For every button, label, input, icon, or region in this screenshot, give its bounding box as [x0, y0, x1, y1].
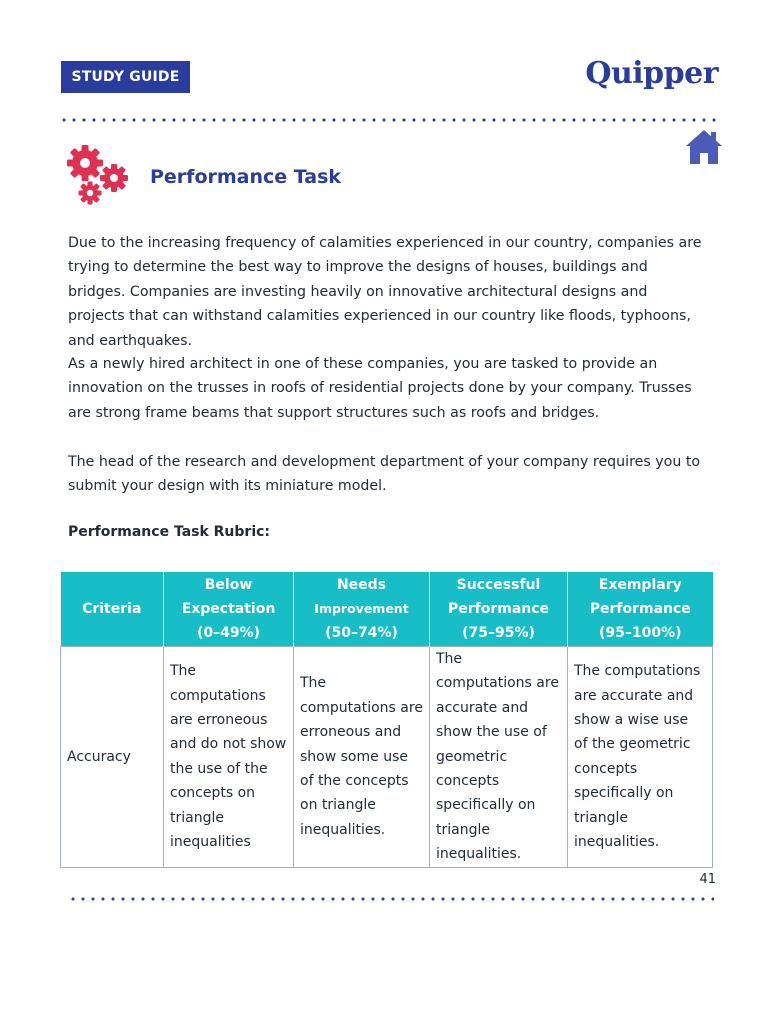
gears-icon — [64, 143, 130, 207]
needs-improvement-cell: The computations are erroneous and show some use of the concepts on triangle inequalities. — [294, 647, 430, 868]
task-paragraph: As a newly hired architect in one of these companies, you are tasked to provide an innovation on the trusses in roofs of residential projects done by your company. Trusses are strong frame beams that support structures such as roofs and bridges. — [68, 356, 692, 421]
table-row — [61, 647, 713, 868]
exemplary-performance-cell: The computations are accurate and show a wise use of the geometric concepts specifically on triangle inequalities. — [568, 647, 713, 868]
top-dotted-divider — [59, 118, 719, 122]
brand-logo: Quipper — [585, 56, 718, 91]
intro-paragraph: Due to the increasing frequency of calamities experienced in our country, companies are trying to determine the best way to improve the designs of houses, buildings and bridges. Companies are investing heavily on innovative architectural designs and projects that can withstand calamities experienced in our country like floods, typhoons, and earthquakes. — [68, 235, 702, 349]
study-guide-badge: STUDY GUIDE — [61, 61, 190, 93]
section-title: Performance Task — [150, 166, 342, 188]
rubric-table — [60, 572, 713, 868]
header-below-expectation: Below Expectation (0–49%) — [164, 572, 294, 647]
below-expectation-cell: The computations are erroneous and do not show the use of the concepts on triangle inequalities — [164, 647, 294, 868]
home-icon[interactable] — [684, 128, 724, 166]
header-needs-improvement: Needs Improvement (50–74%) — [294, 572, 430, 647]
header-exemplary-performance: Exemplary Performance (95–100%) — [568, 572, 713, 647]
header-successful-performance: Successful Performance (75–95%) — [430, 572, 568, 647]
requirement-paragraph: The head of the research and development department of your company requires you to submit your design with its miniature model. — [68, 454, 701, 495]
rubric-title: Performance Task Rubric: — [68, 524, 271, 540]
page-number: 41 — [699, 872, 716, 887]
bottom-dotted-divider — [68, 897, 714, 901]
rubric-header-row — [61, 572, 713, 647]
successful-performance-cell: The computations are accurate and show the use of geometric concepts specifically on triangle inequalities. — [430, 647, 568, 868]
header-criteria: Criteria — [61, 572, 164, 647]
criteria-cell: Accuracy — [61, 647, 164, 868]
